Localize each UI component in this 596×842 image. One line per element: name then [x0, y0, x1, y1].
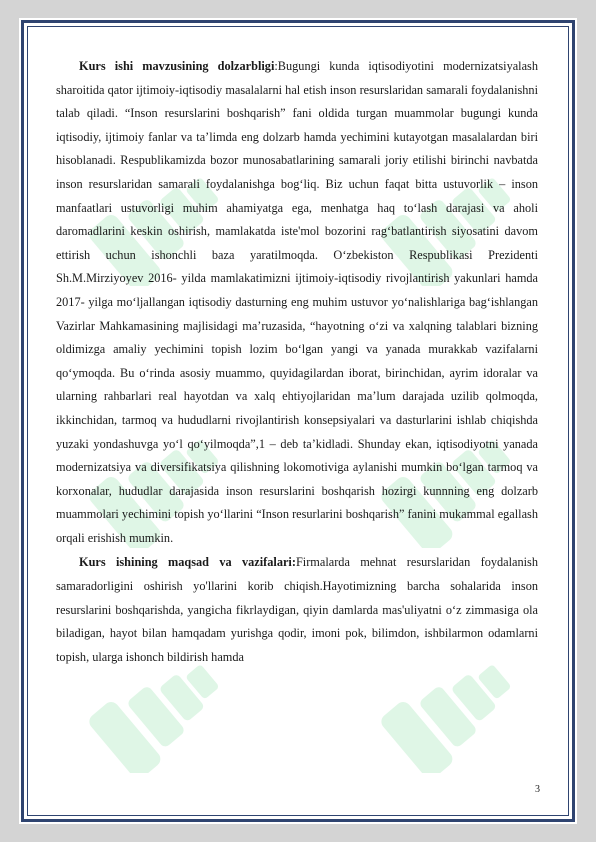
paragraph-goals-text: Firmalarda mehnat resurslaridan foydalanish samaradorligini oshirish yo'llarini korib chiqish.Hayotimizning barcha sohalarida inson resurslarini boshqarishda, yangicha fikrlaydigan, qiyin damlarda mas'uliyatni o‘z zimmasiga ola biladigan, hayot bilan hamqadam yurishga qodir, imoni pok, bilimdon, ishbilarmon odamlarni topish, ularga ishonch bildirish hamda: [56, 555, 538, 664]
document-body: [56, 55, 538, 669]
paragraph-relevance-text: :Bugungi kunda iqtisodiyotini modernizatsiyalash sharoitida qator ijtimoiy-iqtisodiy masalalarni hal etish inson resurslaridan samarali foydalanishni talab qiladi. “Inson resurslarini boshqarish” fani oldida turgan muammolar bugungi kunda iqtisodiy, ijtimoiy fanlar va ta’limda eng dolzarb hamda yechimini kutayotgan masalalardan biri hisoblanadi. Respublikamizda bozor munosabatlarining samarali joriy etilishi birinchi navbatda inson resurslaridan samarali foydalanishga bog‘liq. Biz uchun faqat bitta ustuvorlik – inson manfaatlari ustuvorligi muhim ahamiyatga ega, menhatga haq to‘lash darajasi va aholi daromadlarini keskin oshirish, mamlakatda iste'mol bozorini rag‘batlantirish siyosatini davom ettirish uchun ishonchli baza yaratilmoqda. O‘zbekiston Respublikasi Prezidenti Sh.M.Mirziyoyev 2016- yilda mamlakatimizni ijtimoiy-iqtisodiy rivojlantirish yakunlari hamda 2017- yilga mo‘ljallangan iqtisodiy dasturning eng muhim ustuvor yo‘nalishlariga bag‘ishlangan Vazirlar Mahkamasining majlisidagi ma’ruzasida, “hayotning o‘zi va xalqning talablari bizning oldimizga amaliy yechimini topish lozim bo‘lgan yangi va yanada murakkab vazifalarni qo‘ymoqda. Bu o‘rinda asosiy muammo, quyidagilardan iborat, birinchidan, ayrim idoralar va ularning rahbarlari real hayotdan va xalq ehtiyojlaridan ma’lum darajada uzilib qolmoqda, ikkinchidan, tarmoq va hududlarni rivojlantirish konsepsiyalari va dasturlarini ishlab chiqishda yuzaki yondashuvga yo‘l qo‘yilmoqda”,1 – deb ta’kidladi. Shunday ekan, iqtisodiyotni yanada modernizatsiya va diversifikatsiya qilishning lokomotiviga aylanishi mumkin bo‘lgan tarmoq va korxonalar, hududlar darajasida inson resurslarini boshqarish hozirgi kunnning eng dolzarb muammolari yechimini topish yo‘llarini “Inson resurlarini boshqarish” fanini mukammal egallash orqali erishish mumkin.: [56, 59, 538, 545]
section-heading-relevance: Kurs ishi mavzusining dolzarbligi: [79, 59, 275, 73]
page-number: 3: [535, 784, 540, 795]
paragraph-goals: [56, 551, 538, 669]
paragraph-relevance: [56, 55, 538, 550]
section-heading-goals: Kurs ishining maqsad va vazifalari:: [79, 555, 296, 570]
document-page: [19, 18, 577, 824]
